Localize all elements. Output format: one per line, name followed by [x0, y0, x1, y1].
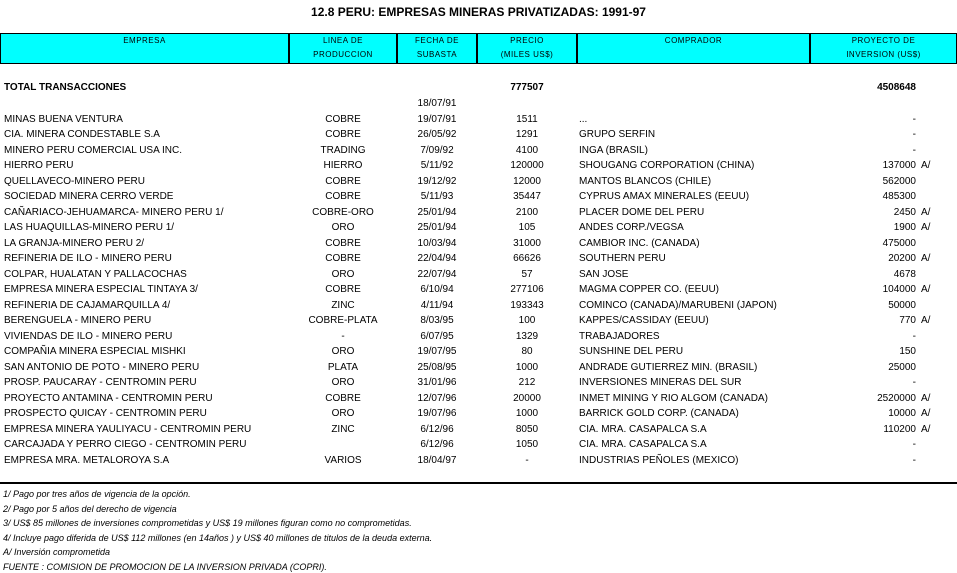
cell-fecha: 6/12/96 [420, 439, 454, 450]
cell-proyecto: - [912, 330, 916, 342]
table-row [0, 158, 957, 173]
cell-linea: - [341, 330, 345, 342]
cell-proyecto: 50000 [888, 299, 916, 311]
cell-nota: A/ [921, 160, 931, 171]
cell-precio: 57 [521, 268, 533, 280]
cell-precio: 1050 [515, 439, 539, 450]
column-header-precio-line2: (MILES US$) [500, 50, 554, 59]
cell-precio: 4100 [515, 144, 539, 156]
footnote: 2/ Pago por 5 años del derecho de vigencia [3, 503, 177, 514]
column-header-linea-line2: PRODUCCION [313, 50, 373, 59]
cell-empresa: CARCAJADA Y PERRO CIEGO - CENTROMIN PERU [4, 439, 247, 450]
total-row [0, 80, 957, 95]
cell-precio: 1511 [516, 113, 538, 125]
cell-empresa: EMPRESA MINERA YAULIYACU - CENTROMIN PERU [4, 423, 252, 435]
cell-fecha: 4/11/94 [420, 299, 454, 311]
cell-precio: 105 [518, 222, 536, 233]
column-header-precio [477, 33, 577, 64]
cell-nota: A/ [921, 423, 931, 435]
footer-divider [0, 482, 957, 484]
cell-comprador: SHOUGANG CORPORATION (CHINA) [579, 160, 755, 171]
cell-linea: COBRE-PLATA [308, 315, 378, 326]
cell-empresa: BERENGUELA - MINERO PERU [4, 315, 152, 326]
total-precio: 777507 [510, 82, 544, 93]
cell-comprador: INDUSTRIAS PEÑOLES (MEXICO) [579, 454, 739, 466]
cell-nota: A/ [921, 315, 931, 326]
footnote: 3/ US$ 85 millones de inversiones comprometidas y US$ 19 millones figuran como no comprometidas. [3, 518, 412, 528]
cell-proyecto: - [912, 129, 916, 140]
table-row [0, 406, 957, 421]
cell-linea: COBRE [325, 237, 361, 249]
cell-linea: COBRE [325, 392, 361, 404]
cell-precio: 120000 [510, 160, 544, 171]
cell-fecha: 7/09/92 [420, 144, 454, 156]
table-row [0, 112, 957, 127]
cell-proyecto: 104000 [882, 284, 916, 295]
column-header-comprador [577, 33, 810, 64]
cell-comprador: INGA (BRASIL) [579, 144, 648, 156]
cell-comprador: MAGMA COPPER CO. (EEUU) [579, 284, 720, 295]
cell-empresa: CIA. MINERA CONDESTABLE S.A [4, 129, 160, 140]
cell-proyecto: 137000 [882, 160, 916, 171]
cell-precio: 212 [518, 377, 536, 388]
cell-fecha: 26/05/92 [417, 129, 457, 140]
table-row [0, 344, 957, 359]
cell-fecha: 25/08/95 [417, 361, 457, 373]
cell-proyecto: - [912, 113, 916, 125]
cell-empresa: EMPRESA MINERA ESPECIAL TINTAYA 3/ [4, 284, 198, 295]
cell-linea: ORO [331, 377, 355, 388]
table-row [0, 360, 957, 375]
cell-linea: ORO [331, 408, 355, 419]
cell-proyecto: 150 [899, 346, 916, 357]
cell-linea: PLATA [327, 361, 359, 373]
cell-comprador: ANDRADE GUTIERREZ MIN. (BRASIL) [579, 361, 758, 373]
cell-fecha: 25/01/94 [417, 206, 457, 218]
cell-proyecto: 2450 [893, 206, 916, 218]
table-row [0, 298, 957, 313]
cell-empresa: SOCIEDAD MINERA CERRO VERDE [4, 191, 174, 202]
cell-nota: A/ [921, 206, 931, 218]
cell-empresa: COLPAR, HUALATAN Y PALLACOCHAS [4, 268, 187, 280]
cell-empresa: LAS HUAQUILLAS-MINERO PERU 1/ [4, 222, 175, 233]
cell-precio: 8050 [515, 423, 539, 435]
cell-empresa: EMPRESA MRA. METALOROYA S.A [4, 454, 170, 466]
column-header-fecha-line1: FECHA DE [414, 36, 459, 45]
cell-precio: 20000 [513, 392, 541, 404]
cell-fecha: 18/04/97 [417, 454, 457, 466]
table-row [0, 236, 957, 251]
cell-precio: 80 [521, 346, 533, 357]
cell-comprador: PLACER DOME DEL PERU [579, 206, 705, 218]
cell-linea: ORO [331, 346, 355, 357]
cell-fecha: 19/07/91 [417, 113, 457, 125]
cell-fecha: 6/07/95 [420, 330, 454, 342]
cell-empresa: LA GRANJA-MINERO PERU 2/ [4, 237, 145, 249]
cell-precio: 1329 [515, 330, 539, 342]
table-row [0, 143, 957, 158]
cell-precio: - [525, 454, 529, 466]
cell-precio: 277106 [510, 284, 544, 295]
cell-fecha: 31/01/96 [417, 377, 457, 388]
column-header-comprador-label: COMPRADOR [664, 36, 723, 45]
table-row [0, 251, 957, 266]
table-row [0, 267, 957, 282]
cell-proyecto: 485300 [882, 191, 916, 202]
cell-comprador: CIA. MRA. CASAPALCA S.A [579, 423, 707, 435]
cell-precio: 193343 [510, 299, 544, 311]
cell-fecha: 6/10/94 [420, 284, 454, 295]
table-row [0, 313, 957, 328]
column-header-linea [289, 33, 397, 64]
cell-linea: COBRE [325, 113, 361, 125]
cell-proyecto: 2520000 [877, 392, 916, 404]
cell-empresa: MINERO PERU COMERCIAL USA INC. [4, 144, 182, 156]
cell-precio: 2100 [515, 206, 539, 218]
cell-empresa: COMPAÑIA MINERA ESPECIAL MISHKI [4, 346, 186, 357]
cell-comprador: SOUTHERN PERU [579, 253, 666, 264]
cell-linea: ORO [331, 268, 355, 280]
cell-comprador: CIA. MRA. CASAPALCA S.A [579, 439, 707, 450]
column-header-proyecto-line1: PROYECTO DE [851, 36, 916, 45]
cell-comprador: GRUPO SERFIN [579, 129, 656, 140]
cell-linea: ZINC [331, 299, 355, 311]
cell-linea: COBRE [325, 191, 361, 202]
cell-linea: ZINC [331, 423, 355, 435]
cell-precio: 1000 [515, 408, 539, 419]
cell-empresa: REFINERIA DE CAJAMARQUILLA 4/ [4, 299, 171, 311]
cell-proyecto: 475000 [882, 237, 916, 249]
table-row [0, 220, 957, 235]
cell-fecha: 19/12/92 [417, 175, 457, 187]
cell-precio: 1291 [515, 129, 539, 140]
cell-proyecto: 25000 [888, 361, 916, 373]
cell-fecha: 19/07/96 [417, 408, 457, 419]
footnote: 1/ Pago por tres años de vigencia de la opción. [3, 489, 191, 499]
cell-fecha: 25/01/94 [417, 222, 457, 233]
cell-fecha: 8/03/95 [420, 315, 454, 326]
cell-comprador: ... [579, 113, 588, 125]
cell-fecha: 12/07/96 [417, 392, 457, 404]
cell-precio: 31000 [513, 237, 541, 249]
table-row [0, 96, 957, 111]
cell-fecha: 5/11/92 [420, 160, 454, 171]
table-row [0, 127, 957, 142]
cell-empresa: REFINERIA DE ILO - MINERO PERU [4, 253, 172, 264]
table-title: 12.8 PERU: EMPRESAS MINERAS PRIVATIZADAS: 1991-97 [311, 5, 646, 19]
footnote: 4/ Incluye pago diferida de US$ 112 millones (en 14años ) y US$ 40 millones de titulos de la deuda externa. [3, 532, 433, 543]
cell-proyecto: - [912, 144, 916, 156]
cell-linea: VARIOS [324, 454, 362, 466]
cell-fecha: 6/12/96 [420, 423, 454, 435]
column-header-empresa-label: EMPRESA [123, 36, 166, 45]
cell-nota: A/ [921, 253, 931, 264]
cell-fecha: 5/11/93 [420, 191, 454, 202]
cell-empresa: PROSPECTO QUICAY - CENTROMIN PERU [4, 408, 207, 419]
cell-linea: COBRE [325, 175, 361, 187]
cell-fecha: 22/04/94 [417, 253, 457, 264]
column-header-precio-line1: PRECIO [510, 36, 544, 45]
cell-proyecto: 1900 [893, 222, 916, 233]
cell-linea: TRADING [320, 144, 366, 156]
footnote: A/ Inversión comprometida [3, 547, 111, 557]
cell-comprador: COMINCO (CANADA)/MARUBENI (JAPON) [579, 299, 777, 311]
table-row [0, 329, 957, 344]
cell-empresa: MINAS BUENA VENTURA [4, 113, 123, 125]
cell-fecha: 19/07/95 [417, 346, 457, 357]
table-row [0, 174, 957, 189]
cell-comprador: BARRICK GOLD CORP. (CANADA) [579, 408, 739, 419]
table-row [0, 282, 957, 297]
table-row [0, 422, 957, 437]
cell-nota: A/ [921, 284, 931, 295]
cell-comprador: TRABAJADORES [579, 330, 660, 342]
cell-nota: A/ [921, 392, 931, 404]
cell-linea: ORO [331, 222, 355, 233]
cell-empresa: PROSP. PAUCARAY - CENTROMIN PERU [4, 377, 197, 388]
table-row [0, 375, 957, 390]
cell-comprador: ANDES CORP./VEGSA [579, 222, 684, 233]
cell-proyecto: - [912, 454, 916, 466]
total-proyecto: 4508648 [877, 82, 916, 93]
table-row [0, 391, 957, 406]
cell-linea: COBRE-ORO [312, 206, 374, 218]
cell-proyecto: - [912, 439, 916, 450]
cell-proyecto: 4678 [893, 268, 916, 280]
cell-proyecto: 110200 [883, 423, 916, 435]
cell-precio: 1000 [515, 361, 539, 373]
footnote: FUENTE : COMISION DE PROMOCION DE LA INVERSION PRIVADA (COPRI). [3, 561, 327, 572]
cell-precio: 12000 [513, 175, 541, 187]
cell-empresa: HIERRO PERU [4, 160, 74, 171]
cell-proyecto: 20200 [888, 253, 916, 264]
cell-comprador: CAMBIOR INC. (CANADA) [579, 237, 700, 249]
cell-linea: COBRE [325, 253, 361, 264]
cell-proyecto: 10000 [888, 408, 916, 419]
column-header-fecha-line2: SUBASTA [416, 50, 458, 59]
cell-proyecto: 770 [899, 315, 916, 326]
cell-nota: A/ [921, 408, 931, 419]
cell-comprador: INMET MINING Y RIO ALGOM (CANADA) [579, 392, 768, 404]
cell-empresa: VIVIENDAS DE ILO - MINERO PERU [4, 330, 173, 342]
cell-comprador: KAPPES/CASSIDAY (EEUU) [579, 315, 709, 326]
cell-nota: A/ [921, 222, 931, 233]
cell-comprador: SAN JOSE [579, 268, 629, 280]
cell-comprador: CYPRUS AMAX MINERALES (EEUU) [579, 191, 750, 202]
cell-comprador: SUNSHINE DEL PERU [579, 346, 684, 357]
table-row [0, 453, 957, 468]
column-header-fecha [397, 33, 477, 64]
table-row [0, 205, 957, 220]
column-header-linea-line1: LINEA DE [322, 36, 363, 45]
cell-empresa: SAN ANTONIO DE POTO - MINERO PERU [4, 361, 200, 373]
cell-precio: 100 [518, 315, 536, 326]
cell-fecha: 22/07/94 [417, 268, 457, 280]
cell-linea: HIERRO [323, 160, 363, 171]
cell-precio: 35447 [513, 191, 541, 202]
table-row [0, 437, 957, 452]
cell-comprador: MANTOS BLANCOS (CHILE) [579, 175, 712, 187]
cell-fecha: 10/03/94 [417, 237, 457, 249]
total-label: TOTAL TRANSACCIONES [4, 82, 127, 93]
column-header-proyecto [810, 33, 957, 64]
column-header-proyecto-line2: INVERSION (US$) [846, 50, 921, 59]
cell-empresa: QUELLAVECO-MINERO PERU [4, 175, 145, 187]
cell-comprador: INVERSIONES MINERAS DEL SUR [579, 377, 742, 388]
cell-linea: COBRE [325, 129, 361, 140]
cell-empresa: PROYECTO ANTAMINA - CENTROMIN PERU [4, 392, 213, 404]
cell-empresa: CAÑARIACO-JEHUAMARCA- MINERO PERU 1/ [4, 206, 224, 218]
cell-proyecto: 562000 [882, 175, 916, 187]
cell-proyecto: - [912, 377, 916, 388]
cell-precio: 66626 [513, 253, 541, 264]
cell-linea: COBRE [325, 284, 361, 295]
cell-fecha: 18/07/91 [417, 98, 457, 109]
table-row [0, 189, 957, 204]
column-header-empresa [0, 33, 289, 64]
